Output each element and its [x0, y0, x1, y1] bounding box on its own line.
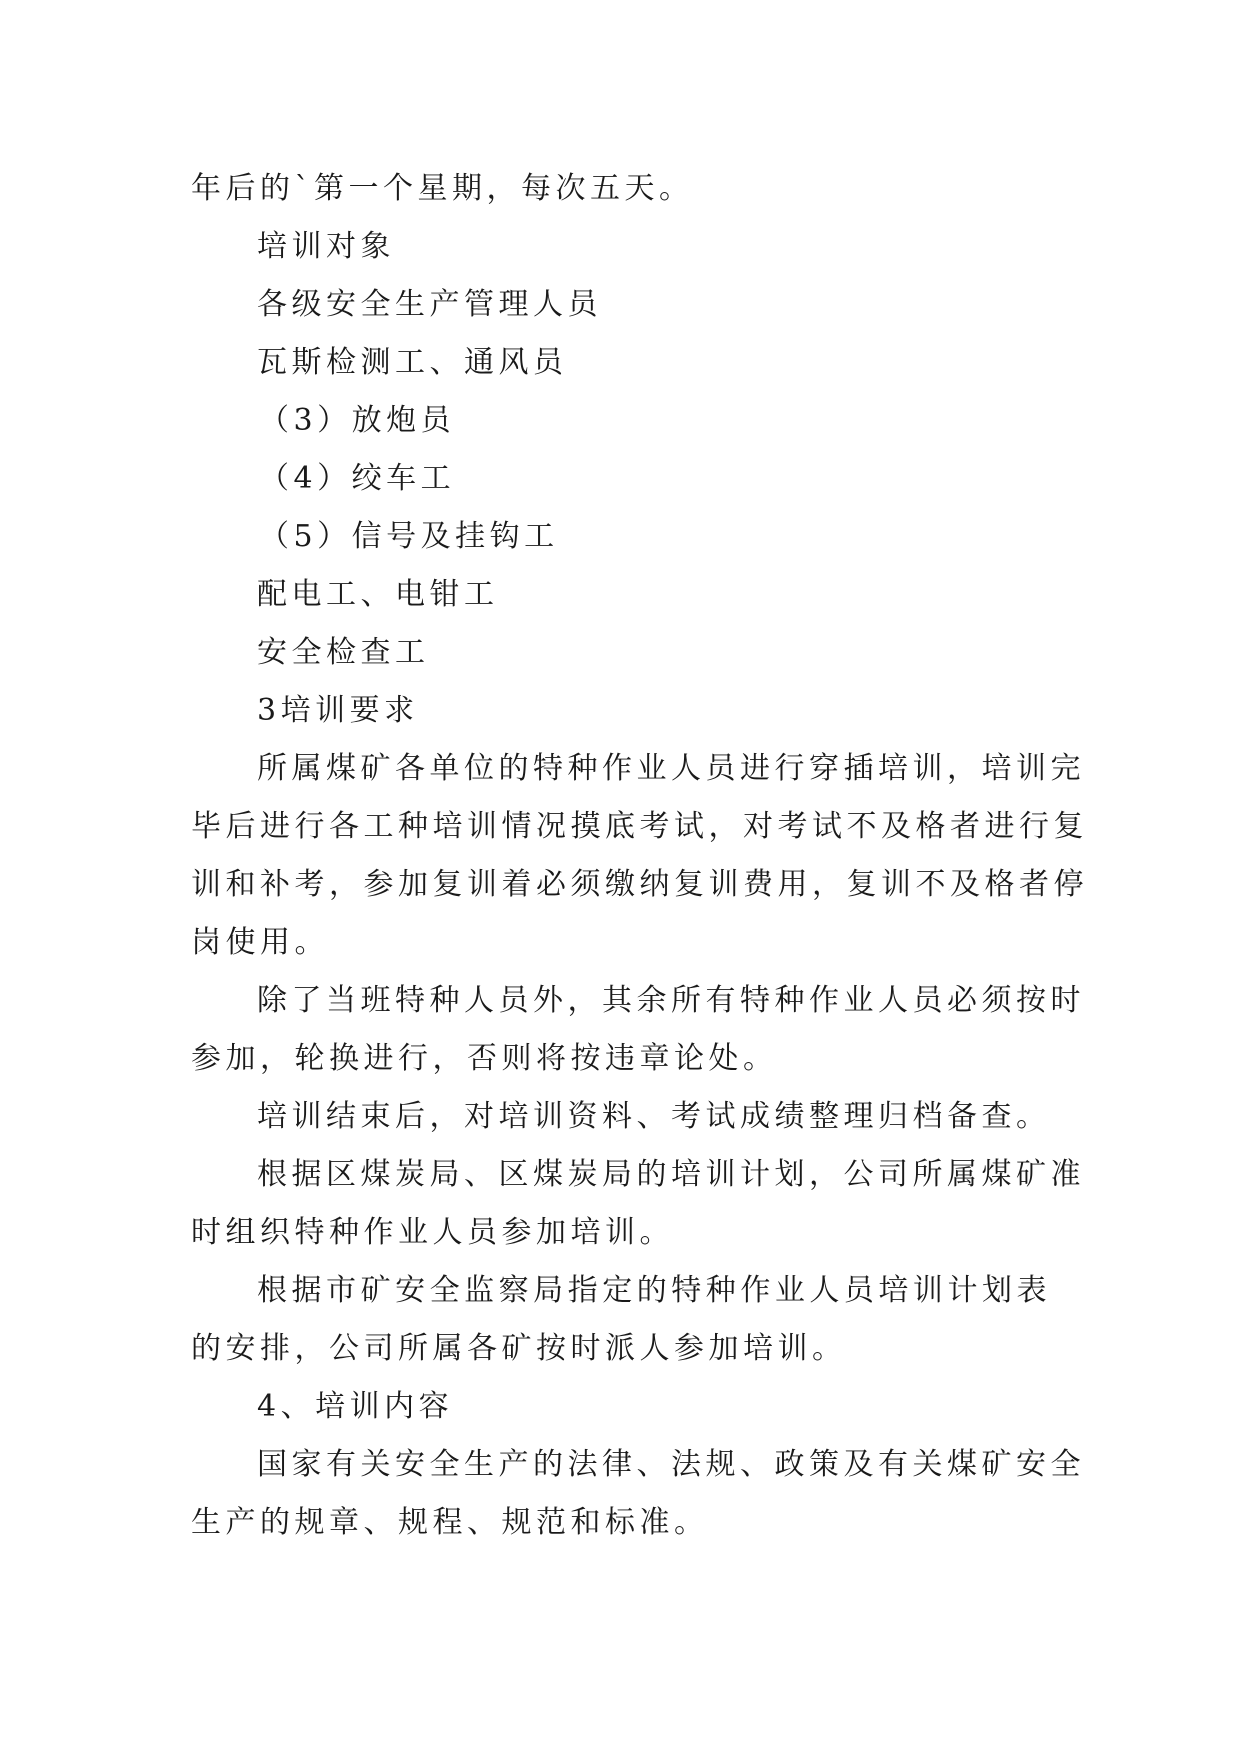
list-item: （3）放炮员 [259, 403, 456, 438]
paragraph-line: 根据区煤炭局、区煤炭局的培训计划，公司所属煤矿准 [257, 1157, 1085, 1192]
section-heading: 培训对象 [257, 229, 395, 264]
paragraph-line: 时组织特种作业人员参加培训。 [191, 1215, 674, 1250]
list-item: 安全检查工 [257, 635, 430, 670]
paragraph-line: 培训结束后，对培训资料、考试成绩整理归档备查。 [257, 1099, 1051, 1134]
section-heading: 3培训要求 [257, 693, 419, 728]
list-item: （5）信号及挂钩工 [259, 519, 559, 554]
paragraph-line: 参加，轮换进行，否则将按违章论处。 [191, 1041, 778, 1076]
paragraph-line: 岗使用。 [191, 925, 329, 960]
document-page [191, 160, 1088, 1552]
paragraph-line: 毕后进行各工种培训情况摸底考试，对考试不及格者进行复 [191, 809, 1088, 844]
paragraph-line: 国家有关安全生产的法律、法规、政策及有关煤矿安全 [257, 1447, 1085, 1482]
list-item: 配电工、电钳工 [257, 577, 499, 612]
paragraph-line: 除了当班特种人员外，其余所有特种作业人员必须按时 [257, 983, 1085, 1018]
text-line: 年后的`第一个星期，每次五天。 [191, 171, 694, 206]
list-item: 瓦斯检测工、通风员 [257, 345, 568, 380]
paragraph-line: 训和补考，参加复训着必须缴纳复训费用，复训不及格者停 [191, 867, 1088, 902]
paragraph-line: 所属煤矿各单位的特种作业人员进行穿插培训，培训完 [257, 751, 1085, 786]
list-item: （4）绞车工 [259, 461, 456, 496]
paragraph-line: 根据市矿安全监察局指定的特种作业人员培训计划表 [257, 1273, 1051, 1308]
paragraph-line: 生产的规章、规程、规范和标准。 [191, 1505, 709, 1540]
paragraph-line: 的安排，公司所属各矿按时派人参加培训。 [191, 1331, 847, 1366]
section-heading: 4、培训内容 [257, 1389, 454, 1424]
list-item: 各级安全生产管理人员 [257, 287, 602, 322]
